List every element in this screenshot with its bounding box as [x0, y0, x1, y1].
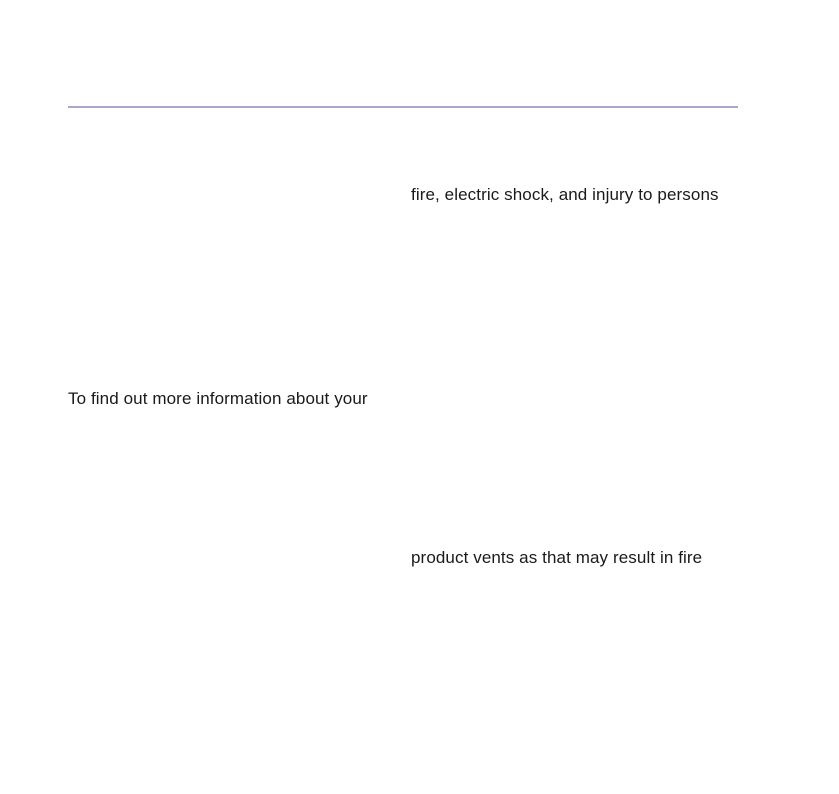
header-divider: [68, 106, 738, 108]
text-fragment-safety-warning: fire, electric shock, and injury to persons: [411, 185, 719, 204]
text-fragment-product-vents: product vents as that may result in fire: [411, 548, 703, 567]
text-fragment-more-info: To find out more information about your: [68, 389, 368, 408]
